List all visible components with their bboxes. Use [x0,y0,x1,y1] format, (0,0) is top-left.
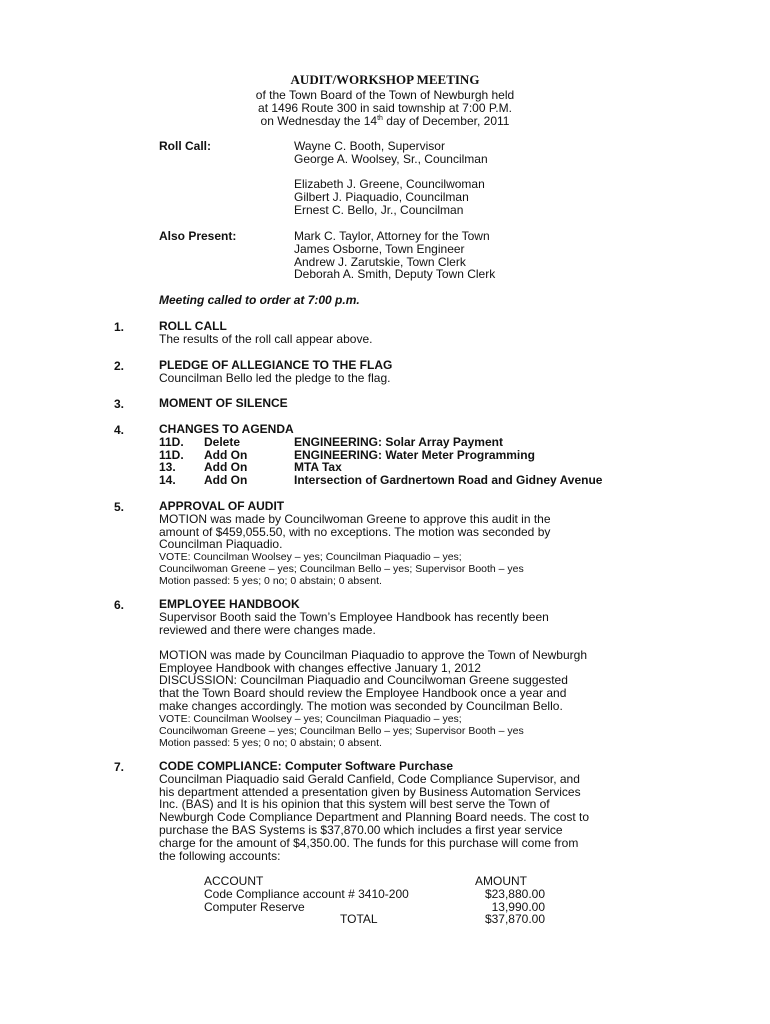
item-heading: CODE COMPLIANCE: Computer Software Purchase [159,759,454,773]
total-label: TOTAL [340,912,378,926]
vote-line: Councilwoman Greene – yes; Councilman Bello – yes; Supervisor Booth – yes [159,563,524,575]
agenda-action: Add On [204,460,248,474]
vote-line: Councilwoman Greene – yes; Councilman Bello – yes; Supervisor Booth – yes [159,725,524,737]
item-body: The results of the roll call appear above. [159,332,373,346]
account-amount: $23,880.00 [484,887,545,901]
agenda-desc: ENGINEERING: Solar Array Payment [294,435,503,449]
item-body: Councilman Bello led the pledge to the flag. [159,371,391,385]
item-body-line: the following accounts: [159,849,281,863]
agenda-desc: MTA Tax [294,460,342,474]
also-present-name: Deborah A. Smith, Deputy Town Clerk [294,267,496,281]
item-heading: ROLL CALL [159,319,227,333]
header-date-line: on Wednesday the 14th day of December, 2011 [260,114,510,128]
total-amount: $37,870.00 [484,912,545,926]
item-body-line: Supervisor Booth said the Town’s Employee Handbook has recently been [159,610,549,624]
called-to-order: Meeting called to order at 7:00 p.m. [159,293,360,307]
item-heading: CHANGES TO AGENDA [159,422,294,436]
item-number: 4. [114,423,125,437]
agenda-code: 11D. [159,435,184,449]
agenda-action: Add On [204,473,248,487]
agenda-action: Add On [204,448,248,462]
roll-call-label: Roll Call: [159,139,212,153]
vote-result: Motion passed: 5 yes; 0 no; 0 abstain; 0 absent. [159,737,382,749]
vote-line: VOTE: Councilman Woolsey – yes; Councilman Piaquadio – yes; [159,551,462,563]
item-body-line: amount of $459,055.50, with no exceptions. The motion was seconded by [159,525,551,539]
item-number: 5. [114,500,125,514]
amount-column-header: AMOUNT [475,874,527,888]
item-number: 7. [114,760,125,774]
header-line: at 1496 Route 300 in said township at 7:00 P.M. [258,101,512,115]
item-number: 2. [114,359,125,373]
item-body-line: DISCUSSION: Councilman Piaquadio and Councilwoman Greene suggested [159,673,568,687]
item-number: 6. [114,598,125,612]
item-body-line: Newburgh Code Compliance Department and Planning Board needs. The cost to [159,810,590,824]
agenda-code: 13. [159,460,176,474]
account-amount: 13,990.00 [491,900,545,914]
item-number: 1. [114,320,125,334]
item-body-line: make changes accordingly. The motion was seconded by Councilman Bello. [159,699,563,713]
agenda-action: Delete [204,435,241,449]
agenda-desc: Intersection of Gardnertown Road and Gidney Avenue [294,473,603,487]
agenda-code: 14. [159,473,176,487]
also-present-name: Andrew J. Zarutskie, Town Clerk [294,255,466,269]
vote-line: VOTE: Councilman Woolsey – yes; Councilman Piaquadio – yes; [159,713,462,725]
roll-call-name: Gilbert J. Piaquadio, Councilman [294,190,469,204]
vote-result: Motion passed: 5 yes; 0 no; 0 abstain; 0 absent. [159,575,382,587]
item-heading: PLEDGE OF ALLEGIANCE TO THE FLAG [159,358,393,372]
item-body-line: purchase the BAS Systems is $37,870.00 which includes a first year service [159,823,563,837]
roll-call-name: Elizabeth J. Greene, Councilwoman [294,177,485,191]
agenda-desc: ENGINEERING: Water Meter Programming [294,448,535,462]
roll-call-name: George A. Woolsey, Sr., Councilman [294,152,488,166]
item-body-line: Councilman Piaquadio said Gerald Canfield, Code Compliance Supervisor, and [159,772,580,786]
item-body-line: reviewed and there were changes made. [159,623,376,637]
item-body-line: charge for the amount of $4,350.00. The funds for this purchase will come from [159,836,579,850]
item-heading: MOMENT OF SILENCE [159,396,288,410]
document-title: AUDIT/WORKSHOP MEETING [290,72,480,87]
item-body-line: Inc. (BAS) and It is his opinion that this system will best serve the Town of [159,797,550,811]
agenda-code: 11D. [159,448,184,462]
item-heading: EMPLOYEE HANDBOOK [159,597,300,611]
account-name: Code Compliance account # 3410-200 [204,887,409,901]
roll-call-name: Ernest C. Bello, Jr., Councilman [294,203,464,217]
item-body-line: MOTION was made by Councilwoman Greene to approve this audit in the [159,512,551,526]
item-body-line: Councilman Piaquadio. [159,537,283,551]
account-column-header: ACCOUNT [204,874,264,888]
item-heading: APPROVAL OF AUDIT [159,499,285,513]
item-body-line: his department attended a presentation given by Business Automation Services [159,785,581,799]
also-present-label: Also Present: [159,229,237,243]
item-body-line: MOTION was made by Councilman Piaquadio to approve the Town of Newburgh [159,648,587,662]
header-line: of the Town Board of the Town of Newburgh held [255,88,515,102]
also-present-name: Mark C. Taylor, Attorney for the Town [294,229,490,243]
account-name: Computer Reserve [204,900,305,914]
roll-call-name: Wayne C. Booth, Supervisor [294,139,445,153]
item-body-line: that the Town Board should review the Employee Handbook once a year and [159,686,567,700]
item-body-line: Employee Handbook with changes effective January 1, 2012 [159,661,481,675]
item-number: 3. [114,397,125,411]
also-present-name: James Osborne, Town Engineer [294,242,465,256]
